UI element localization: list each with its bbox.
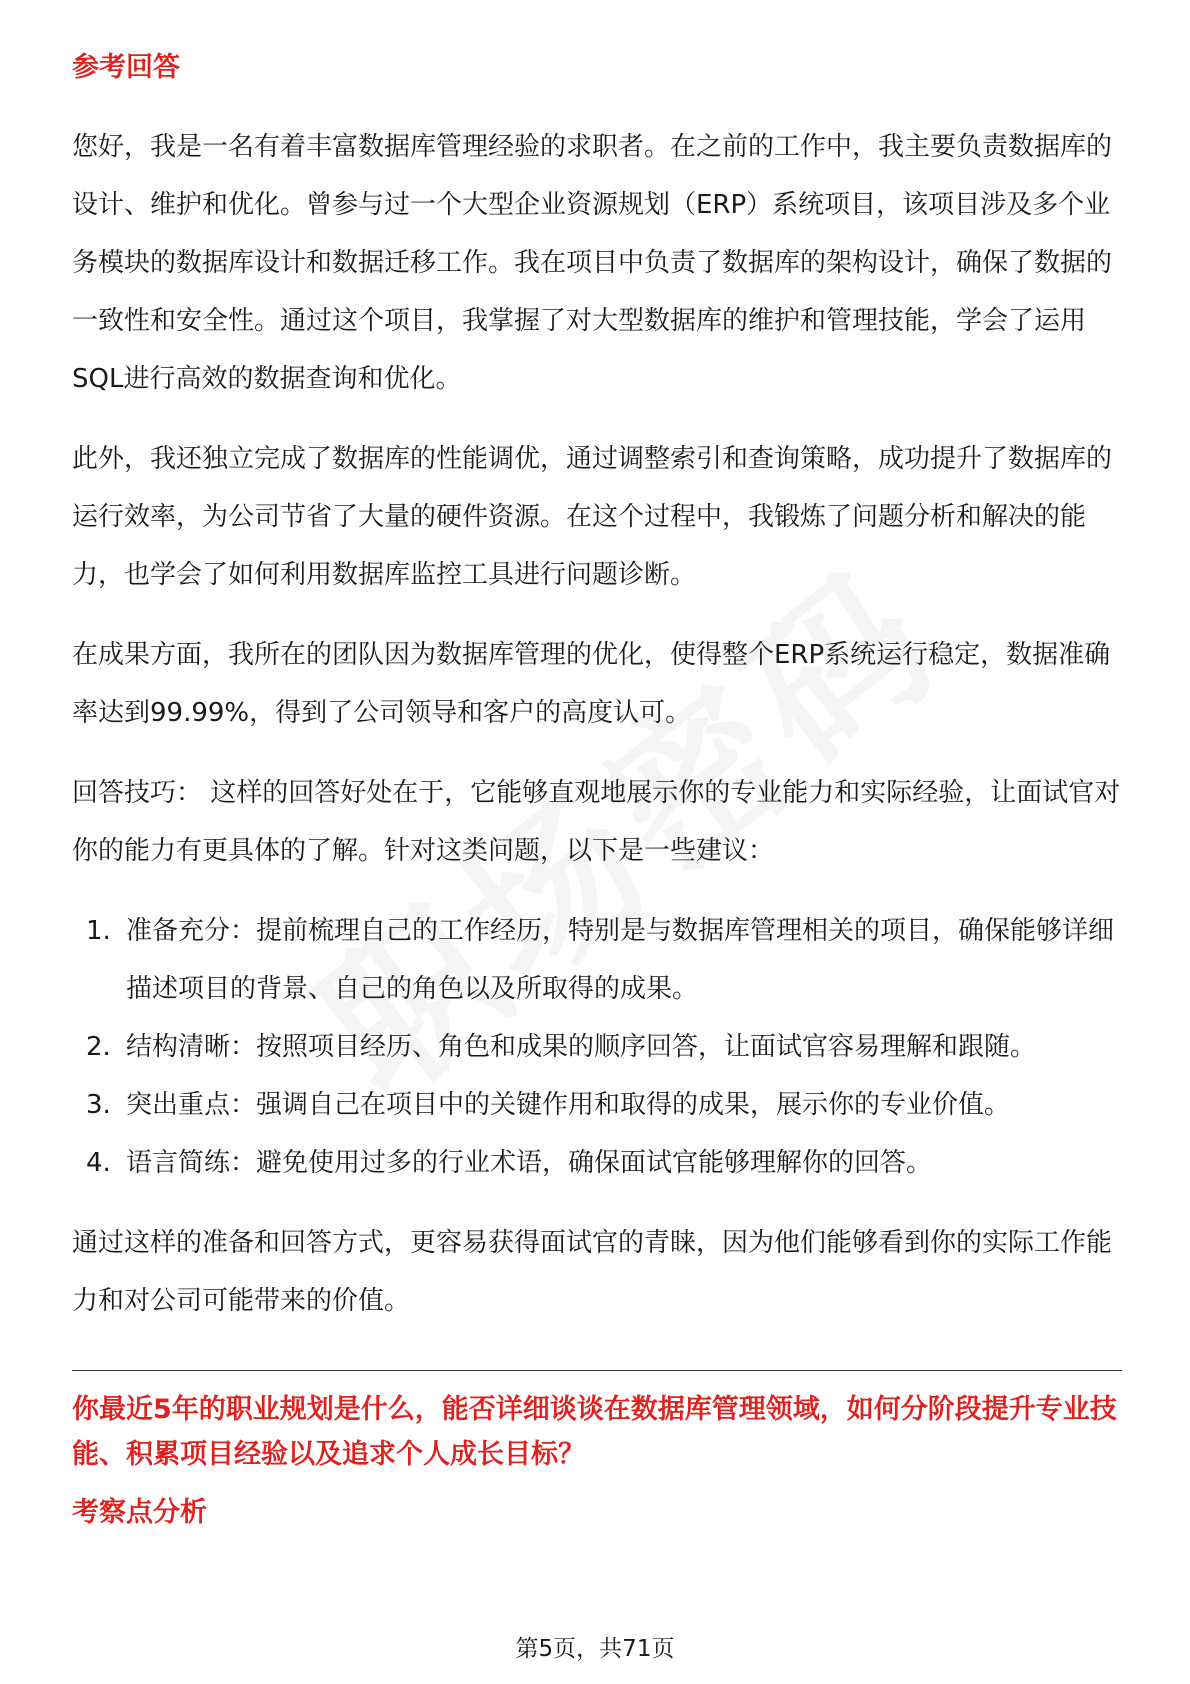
tips-list xyxy=(72,902,1122,1192)
tip-item xyxy=(72,1076,1122,1134)
tip-text: 结构清晰：按照项目经历、角色和成果的顺序回答，让面试官容易理解和跟随。 xyxy=(126,1032,1037,1062)
tip-item xyxy=(72,902,1122,1018)
document-page xyxy=(72,48,1122,1533)
answer-paragraph-3: 在成果方面，我所在的团队因为数据库管理的优化，使得整个ERP系统运行稳定，数据准确率达到99.99%，得到了公司领导和客户的高度认可。 xyxy=(72,640,1111,728)
tip-number: 1. xyxy=(86,916,111,946)
tip-text: 准备充分：提前梳理自己的工作经历，特别是与数据库管理相关的项目，确保能够详细描述项目的背景、自己的角色以及所取得的成果。 xyxy=(126,916,1115,1004)
section-title: 参考回答 xyxy=(72,52,180,83)
answer-paragraph-2: 此外，我还独立完成了数据库的性能调优，通过调整索引和查询策略，成功提升了数据库的运行效率，为公司节省了大量的硬件资源。在这个过程中，我锻炼了问题分析和解决的能力，也学会了如何利用数据库监控工具进行问题诊断。 xyxy=(72,444,1113,590)
page-number: 第5页，共71页 xyxy=(515,1636,675,1662)
tip-text: 突出重点：强调自己在项目中的关键作用和取得的成果，展示你的专业价值。 xyxy=(126,1090,1011,1120)
closing-paragraph: 通过这样的准备和回答方式，更容易获得面试官的青睐，因为他们能够看到你的实际工作能力和对公司可能带来的价值。 xyxy=(72,1228,1113,1316)
tip-number: 4. xyxy=(86,1148,111,1178)
next-question: 你最近5年的职业规划是什么，能否详细谈谈在数据库管理领域，如何分阶段提升专业技能、积累项目经验以及追求个人成长目标？ xyxy=(72,1394,1117,1470)
tip-item xyxy=(72,1018,1122,1076)
next-section-title: 考察点分析 xyxy=(72,1497,207,1528)
tip-item xyxy=(72,1134,1122,1192)
tip-text: 语言简练：避免使用过多的行业术语，确保面试官能够理解你的回答。 xyxy=(126,1148,933,1178)
tip-number: 2. xyxy=(86,1032,111,1062)
tip-number: 3. xyxy=(86,1090,111,1120)
tips-intro: 回答技巧： 这样的回答好处在于，它能够直观地展示你的专业能力和实际经验，让面试官对你的能力有更具体的了解。针对这类问题，以下是一些建议： xyxy=(72,778,1121,866)
answer-paragraph-1: 您好，我是一名有着丰富数据库管理经验的求职者。在之前的工作中，我主要负责数据库的设计、维护和优化。曾参与过一个大型企业资源规划（ERP）系统项目，该项目涉及多个业务模块的数据库设计和数据迁移工作。我在项目中负责了数据库的架构设计，确保了数据的一致性和安全性。通过这个项目，我掌握了对大型数据库的维护和管理技能，学会了运用SQL进行高效的数据查询和优化。 xyxy=(72,132,1113,394)
